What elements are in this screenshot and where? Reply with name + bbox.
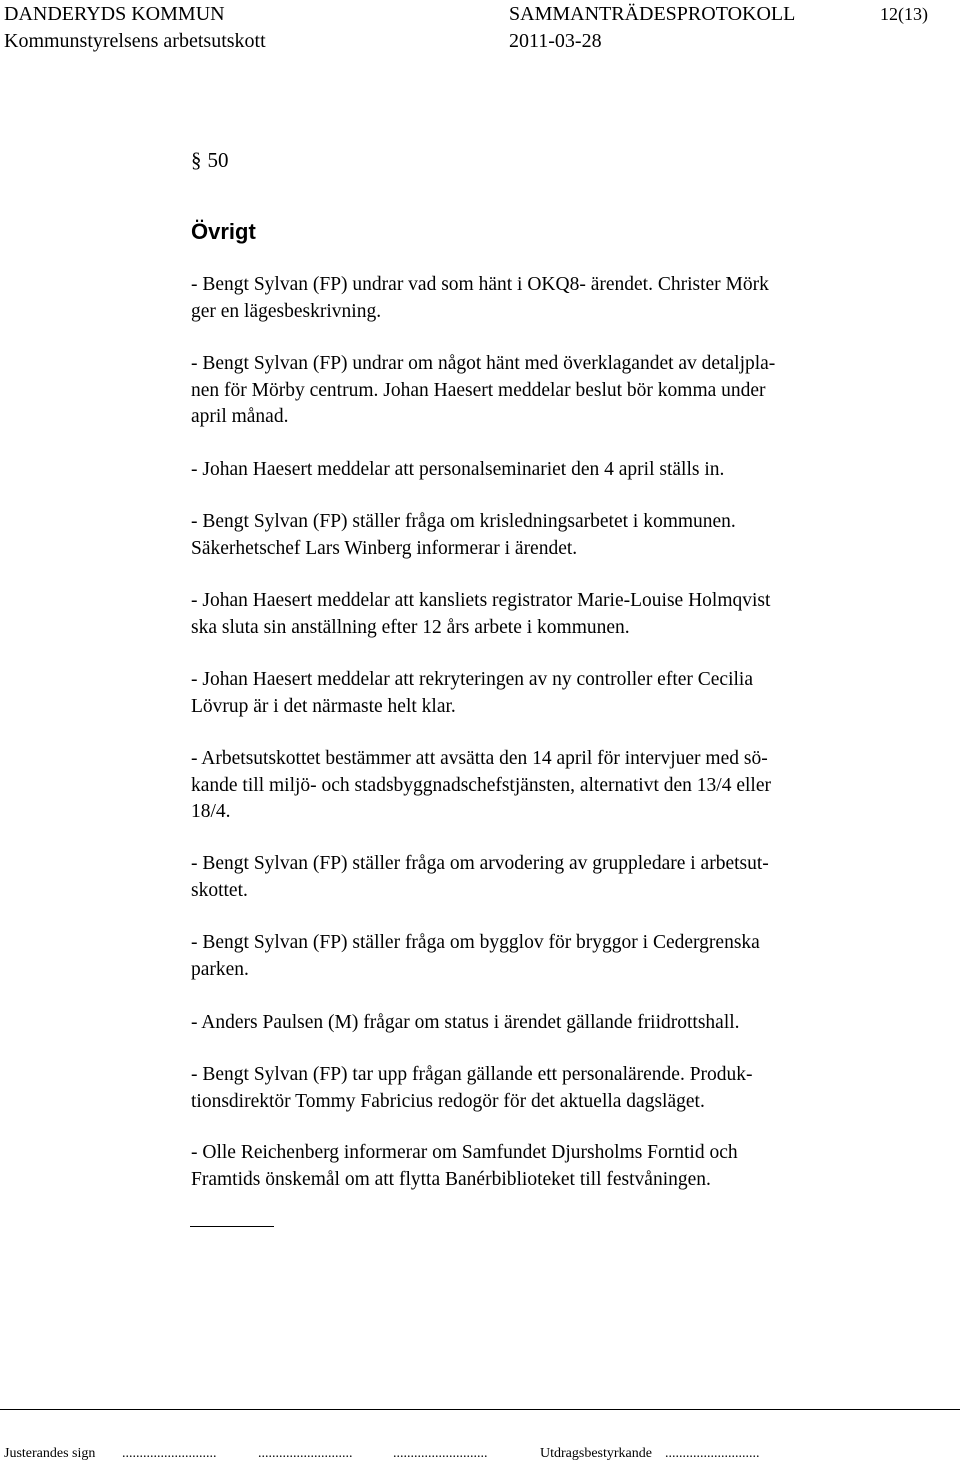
committee-name: Kommunstyrelsens arbetsutskott	[4, 30, 266, 52]
paragraph-personalseminarium	[191, 457, 891, 484]
paragraph-line: - Johan Haesert meddelar att personalseminariet den 4 april ställs in.	[191, 459, 725, 480]
paragraph-line: - Olle Reichenberg informerar om Samfundet Djursholms Forntid och	[191, 1142, 738, 1163]
document-type: SAMMANTRÄDESPROTOKOLL	[509, 3, 796, 25]
paragraph-line: skottet.	[191, 879, 248, 901]
paragraph-line: - Bengt Sylvan (FP) undrar om något hänt med överklagandet av detaljpla-	[191, 353, 776, 374]
paragraph-line: nen för Mörby centrum. Johan Haesert meddelar beslut bör komma under	[191, 379, 766, 401]
paragraph-line: 18/4.	[191, 801, 231, 822]
paragraph-okq8	[191, 272, 891, 325]
section-sign: §	[191, 148, 202, 172]
closing-rule	[190, 1226, 274, 1227]
paragraph-line: - Johan Haesert meddelar att rekryteringen av ny controller efter Cecilia	[191, 669, 753, 690]
paragraph-line: kande till miljö- och stadsbyggnadschefstjänsten, alternativt den 13/4 eller	[191, 774, 771, 796]
paragraph-line: - Johan Haesert meddelar att kansliets registrator Marie-Louise Holmqvist	[191, 590, 771, 611]
paragraph-line: - Arbetsutskottet bestämmer att avsätta den 14 april för intervjuer med sö-	[191, 748, 768, 769]
certified-label: Utdragsbestyrkande	[540, 1446, 652, 1461]
certified-field: ...........................	[665, 1446, 760, 1461]
paragraph-line: ger en lägesbeskrivning.	[191, 300, 382, 322]
paragraph-line: - Bengt Sylvan (FP) ställer fråga om krisledningsarbetet i kommunen.	[191, 511, 736, 532]
paragraph-bygglov	[191, 930, 891, 983]
meeting-date: 2011-03-28	[509, 30, 602, 52]
paragraph-friidrottshall	[191, 1010, 891, 1037]
paragraph-registrator	[191, 588, 891, 641]
paragraph-line: - Bengt Sylvan (FP) undrar vad som hänt i OKQ8- ärendet. Christer Mörk	[191, 274, 769, 295]
paragraph-personalarende	[191, 1062, 891, 1115]
paragraph-controller	[191, 667, 891, 720]
page-number: 12(13)	[880, 4, 928, 24]
paragraph-line: - Bengt Sylvan (FP) ställer fråga om bygglov för bryggor i Cedergrenska	[191, 932, 760, 953]
paragraph-line: Lövrup är i det närmaste helt klar.	[191, 695, 456, 717]
paragraph-morby-centrum	[191, 351, 891, 431]
paragraph-line: - Bengt Sylvan (FP) ställer fråga om arvodering av gruppledare i arbetsut-	[191, 853, 769, 874]
paragraph-line: - Anders Paulsen (M) frågar om status i ärendet gällande friidrottshall.	[191, 1012, 740, 1033]
paragraph-line: - Bengt Sylvan (FP) tar upp frågan gällande ett personalärende. Produk-	[191, 1064, 753, 1085]
section-number-value: 50	[207, 148, 229, 172]
municipality-name: DANDERYDS KOMMUN	[4, 3, 225, 25]
section-title: Övrigt	[191, 219, 256, 244]
section-number	[191, 146, 229, 174]
paragraph-krisledning	[191, 509, 891, 562]
paragraph-intervjuer	[191, 746, 891, 826]
paragraph-line: Säkerhetschef Lars Winberg informerar i ärendet.	[191, 537, 578, 559]
footer-divider	[0, 1409, 960, 1410]
sign-field-2: ...........................	[258, 1446, 353, 1461]
sign-field-1: ...........................	[122, 1446, 217, 1461]
paragraph-line: ska sluta sin anställning efter 12 års arbete i kommunen.	[191, 616, 630, 638]
paragraph-line: april månad.	[191, 406, 289, 427]
paragraph-line: parken.	[191, 958, 249, 980]
paragraph-banerbiblioteket	[191, 1140, 891, 1193]
sign-field-3: ...........................	[393, 1446, 488, 1461]
paragraph-line: tionsdirektör Tommy Fabricius redogör för det aktuella dagsläget.	[191, 1090, 705, 1112]
sign-label: Justerandes sign	[4, 1446, 96, 1461]
paragraph-line: Framtids önskemål om att flytta Banérbiblioteket till festvåningen.	[191, 1168, 711, 1190]
paragraph-arvodering	[191, 851, 891, 904]
